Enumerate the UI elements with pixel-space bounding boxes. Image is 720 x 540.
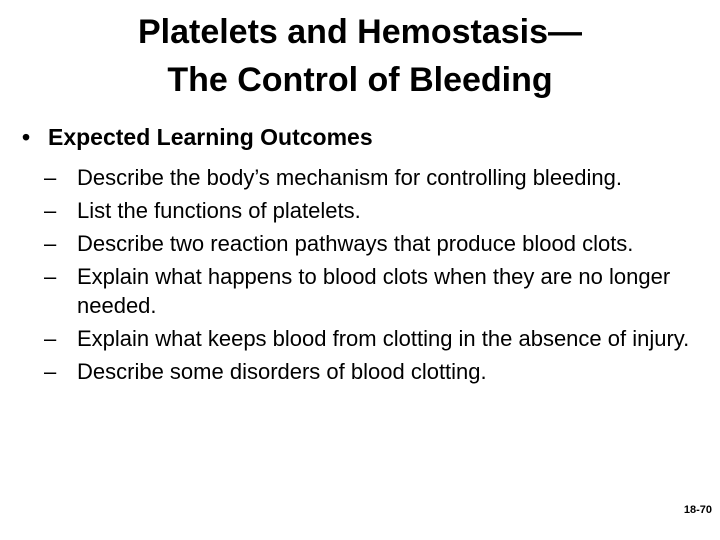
learning-outcome-item (44, 324, 714, 353)
dash-icon: – (44, 326, 57, 351)
learning-outcome-text: Explain what happens to blood clots when they are no longer needed. (77, 264, 671, 318)
learning-outcome-item (44, 196, 714, 225)
dash-icon: – (44, 359, 57, 384)
slide-title-line-1: Platelets and Hemostasis— (137, 13, 583, 51)
learning-outcome-item (44, 357, 714, 386)
main-bullet (22, 122, 373, 152)
dash-icon: – (44, 264, 57, 289)
learning-outcome-text: List the functions of platelets. (77, 198, 361, 223)
dash-icon: – (44, 165, 57, 190)
learning-outcome-text: Describe two reaction pathways that produce blood clots. (77, 231, 634, 256)
slide-title-line-2: The Control of Bleeding (167, 61, 553, 99)
learning-outcome-text: Describe the body’s mechanism for controlling bleeding. (77, 165, 622, 190)
bullet-icon: • (22, 124, 31, 150)
learning-outcome-item (44, 163, 714, 192)
slide-title (0, 8, 720, 104)
slide-number: 18-70 (683, 504, 712, 516)
learning-outcome-item (44, 262, 714, 320)
learning-outcome-item (44, 229, 714, 258)
learning-outcome-text: Explain what keeps blood from clotting in the absence of injury. (77, 326, 690, 351)
learning-outcome-text: Describe some disorders of blood clotting. (77, 359, 487, 384)
dash-icon: – (44, 231, 57, 256)
dash-icon: – (44, 198, 57, 223)
learning-outcomes-list (44, 163, 714, 390)
main-bullet-text: Expected Learning Outcomes (48, 124, 373, 150)
